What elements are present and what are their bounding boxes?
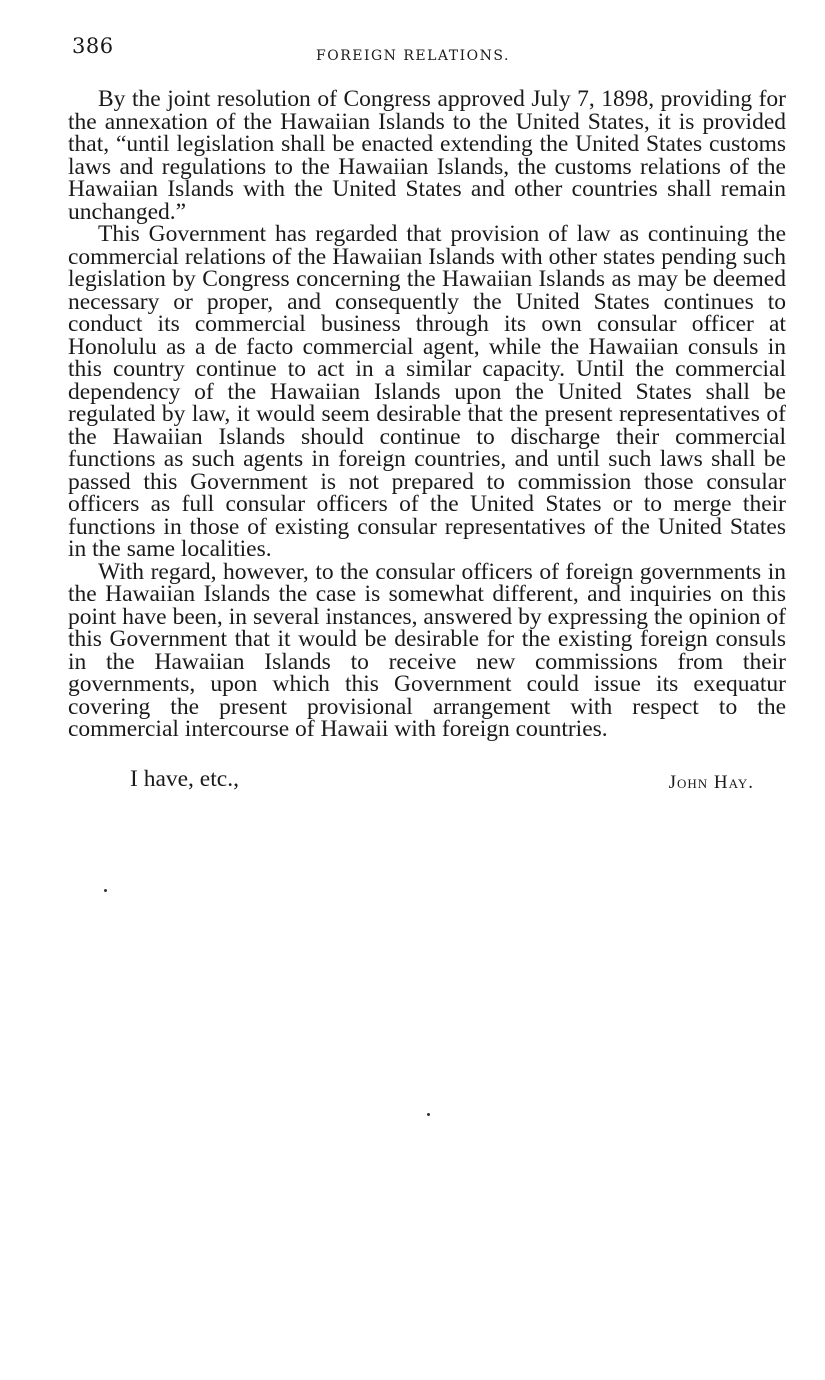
running-head: FOREIGN RELATIONS. (316, 48, 510, 64)
paragraph-commercial-relations: This Government has regarded that provision of law as continuing the commercial relations of the Hawaiian Islands with other states pending such legislation by Congress concerning the Hawaiian Islands as may be deemed necessary or proper, and consequently the United States continues to conduct its commercial business through its own consular officer at Honolulu as a de facto commercial agent, while the Hawaiian consuls in this country continue to act in a similar capacity. Until the commercial dependency of the Hawaiian Islands upon the United States shall be regulated by law, it would seem desirable that the present representatives of the Hawaiian Islands should continue to discharge their commercial functions as such agents in foreign countries, and until such laws shall be passed this Government is not prepared to commission those consular officers as full consular officers of the United States or to merge their functions in those of existing consular representatives of the United States in the same localities. (68, 221, 786, 562)
signature: John Hay. (668, 772, 754, 793)
paragraph-annexation-resolution: By the joint resolution of Congress approved July 7, 1898, providing for the annexation of the Hawaiian Islands to the United States, it is provided that, “until legislation shall be enacted extending the United States customs laws and regulations to the Hawaiian Islands, the customs relations of the Hawaiian Islands with the United States and other countries shall remain unchanged.” (68, 86, 786, 225)
page-header (72, 34, 784, 64)
scan-speck (427, 1113, 430, 1116)
letter-closing (68, 766, 754, 794)
page-number: 386 (72, 34, 114, 58)
scan-speck (104, 889, 107, 892)
complimentary-close: I have, etc., (130, 766, 239, 792)
paragraph-foreign-consuls: With regard, however, to the consular officers of foreign governments in the Hawaiian Islands the case is somewhat different, and inquiries on this point have been, in several instances, answered by expressing the opinion of this Government that it would be desirable for the existing foreign consuls in the Hawaiian Islands to receive new commissions from their governments, upon which this Government could issue its exequatur covering the present provisional arrangement with respect to the commercial intercourse of Hawaii with foreign countries. (68, 558, 786, 742)
letter-body (68, 88, 786, 741)
